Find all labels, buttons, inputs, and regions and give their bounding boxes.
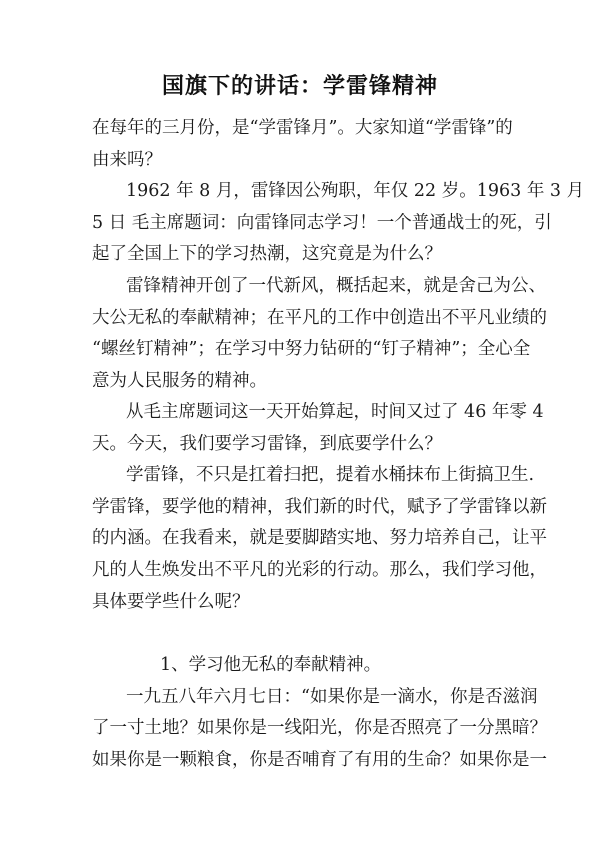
paragraph-line: 学雷锋，不只是扛着扫把，提着水桶抹布上街搞卫生. (126, 465, 535, 485)
paragraph-line: 由来吗？ (92, 150, 162, 170)
paragraph-line: 意为人民服务的精神。 (92, 371, 267, 391)
paragraph-line: 一九五八年六月七日：“如果你是一滴水，你是否滋润 (126, 687, 538, 707)
paragraph-line: 5 日 毛主席题词：向雷锋同志学习！一个普通战士的死，引 (92, 213, 552, 233)
paragraph-line: 凡的人生焕发出不平凡的光彩的行动。那么，我们学习他， (92, 560, 547, 580)
paragraph-line: 在每年的三月份，是“学雷锋月”。大家知道“学雷锋”的 (92, 118, 513, 138)
paragraph-line: 了一寸土地？如果你是一线阳光，你是否照亮了一分黑暗？ (92, 718, 547, 738)
page-title: 国旗下的讲话：学雷锋精神 (161, 74, 438, 99)
paragraph-line: 学雷锋，要学他的精神，我们新的时代，赋予了学雷锋以新 (92, 497, 547, 517)
paragraph-line: 起了全国上下的学习热潮，这究竟是为什么？ (92, 244, 442, 264)
paragraph-line: 雷锋精神开创了一代新风，概括起来，就是舍己为公、 (126, 276, 546, 296)
section-heading: 1、学习他无私的奉献精神。 (160, 655, 382, 675)
paragraph-line: 1962 年 8 月，雷锋因公殉职，年仅 22 岁。1963 年 3 月 (126, 181, 585, 201)
paragraph-line: 具体要学些什么呢？ (92, 592, 250, 612)
paragraph-line: 从毛主席题词这一天开始算起，时间又过了 46 年零 4 (126, 402, 544, 422)
paragraph-line: “螺丝钉精神”；在学习中努力钻研的“钉子精神”；全心全 (92, 339, 531, 359)
paragraph-line: 的内涵。在我看来，就是要脚踏实地、努力培养自己，让平 (92, 528, 547, 548)
paragraph-line: 天。今天，我们要学习雷锋，到底要学什么？ (92, 434, 442, 454)
paragraph-line: 如果你是一颗粮食，你是否哺育了有用的生命？如果你是一 (92, 750, 547, 770)
paragraph-line: 大公无私的奉献精神；在平凡的工作中创造出不平凡业绩的 (92, 308, 547, 328)
